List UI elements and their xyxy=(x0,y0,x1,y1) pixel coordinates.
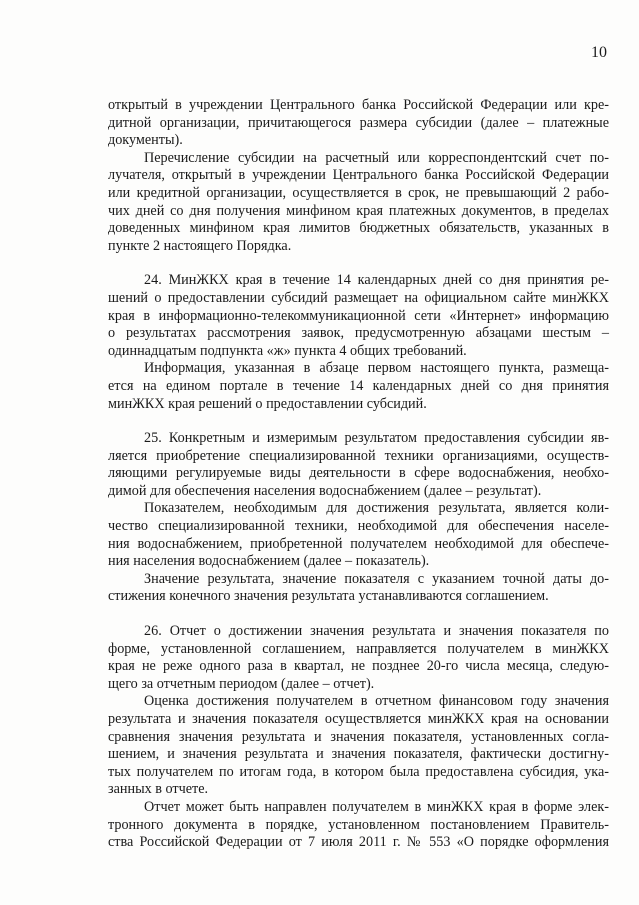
text-line: ляется приобретение специализированной техники организациями, осуществ- xyxy=(108,447,609,464)
text-line: ния водоснабжением, приобретенной получателем необходимой для обеспече- xyxy=(108,535,609,552)
text-line: пункте 2 настоящего Порядка. xyxy=(108,237,292,254)
text-line: щего за отчетным периодом (далее – отчет). xyxy=(108,675,375,692)
text-line: Показателем, необходимым для достижения результата, является коли- xyxy=(144,500,609,517)
text-line: дитной организации, причитающегося размера субсидии (далее – платежные xyxy=(108,114,609,131)
text-line: стижения конечного значения результата устанавливаются соглашением. xyxy=(108,588,549,605)
text-line: края в информационно-телекоммуникационной сети «Интернет» информацию xyxy=(108,307,609,324)
text-line: шением, и значения результата и значения показателя, фактически достигну- xyxy=(108,746,609,763)
text-line: края не реже одного раза в квартал, не позднее 20-го числа месяца, следую- xyxy=(108,658,609,675)
text-line: или кредитной организации, осуществляется в срок, не превышающий 2 рабо- xyxy=(108,184,609,201)
text-line: Отчет может быть направлен получателем в минЖКХ края в форме элек- xyxy=(144,798,609,815)
text-line: сравнения значения результата и значения показателя, установленных согла- xyxy=(108,728,609,745)
paragraph-item-24 xyxy=(108,272,609,360)
text-line: Оценка достижения получателем в отчетном финансовом году значения xyxy=(144,693,609,710)
paragraph-result-value xyxy=(108,571,609,606)
text-line: димой для обеспечения населения водоснабжением (далее – результат). xyxy=(108,482,542,499)
text-line: тронного документа в порядке, установленном постановлением Правитель- xyxy=(108,816,609,833)
text-line: документы). xyxy=(108,132,183,149)
text-line: шений о предоставлении субсидий размещает на официальном сайте минЖКХ xyxy=(108,289,609,306)
paragraph-continuation xyxy=(108,97,609,150)
paragraph-item-26 xyxy=(108,623,609,693)
text-line: Значение результата, значение показателя с указанием точной даты до- xyxy=(144,570,609,587)
text-line: 26. Отчет о достижении значения результата и значения показателя по xyxy=(144,623,609,640)
text-line: чих дней со дня получения минфином края платежных документов, в пределах xyxy=(108,202,609,219)
text-line: ется на едином портале в течение 14 календарных дней со дня принятия xyxy=(108,377,609,394)
paragraph-item-25 xyxy=(108,430,609,500)
paragraph-assessment xyxy=(108,693,609,799)
text-line: ляющими регулируемые виды деятельности в сфере водоснабжения, необхо- xyxy=(108,465,609,482)
text-line: доведенных минфином края лимитов бюджетных обязательств, указанных в xyxy=(108,220,609,237)
text-line: ства Российской Федерации от 7 июля 2011 г. № 553 «О порядке оформления xyxy=(108,834,609,851)
text-line: занных в отчете. xyxy=(108,781,209,798)
paragraph-electronic-report xyxy=(108,799,609,852)
document-body xyxy=(108,97,609,852)
text-line: результата и значения показателя осуществляется минЖКХ края на основании xyxy=(108,711,609,727)
text-line: Информация, указанная в абзаце первом настоящего пункта, размеща- xyxy=(144,360,609,377)
text-line: Перечисление субсидии на расчетный или корреспондентский счет по- xyxy=(144,149,609,166)
paragraph-subsidy-transfer xyxy=(108,150,609,256)
page-number: 10 xyxy=(591,44,607,61)
text-line: одиннадцатым подпункта «ж» пункта 4 общих требований. xyxy=(108,342,467,359)
text-line: форме, установленной соглашением, направляется получателем в минЖКХ xyxy=(108,640,609,657)
paragraph-portal-info xyxy=(108,360,609,413)
text-line: открытый в учреждении Центрального банка Российской Федерации или кре- xyxy=(108,97,609,113)
text-line: минЖКХ края решений о предоставлении субсидий. xyxy=(108,395,427,412)
text-line: ния населения водоснабжением (далее – показатель). xyxy=(108,553,430,570)
text-line: 24. МинЖКХ края в течение 14 календарных дней со дня принятия ре- xyxy=(144,272,609,289)
text-line: о результатах рассмотрения заявок, предусмотренную абзацами шестым – xyxy=(108,325,609,342)
text-line: лучателя, открытый в учреждении Центрального банка Российской Федерации xyxy=(108,167,609,184)
text-line: чество специализированной техники, необходимой для обеспечения населе- xyxy=(108,518,609,535)
text-line: тых получателем по итогам года, в котором была предоставлена субсидия, ука- xyxy=(108,763,609,780)
paragraph-indicator xyxy=(108,500,609,570)
text-line: 25. Конкретным и измеримым результатом предоставления субсидии яв- xyxy=(144,430,609,447)
